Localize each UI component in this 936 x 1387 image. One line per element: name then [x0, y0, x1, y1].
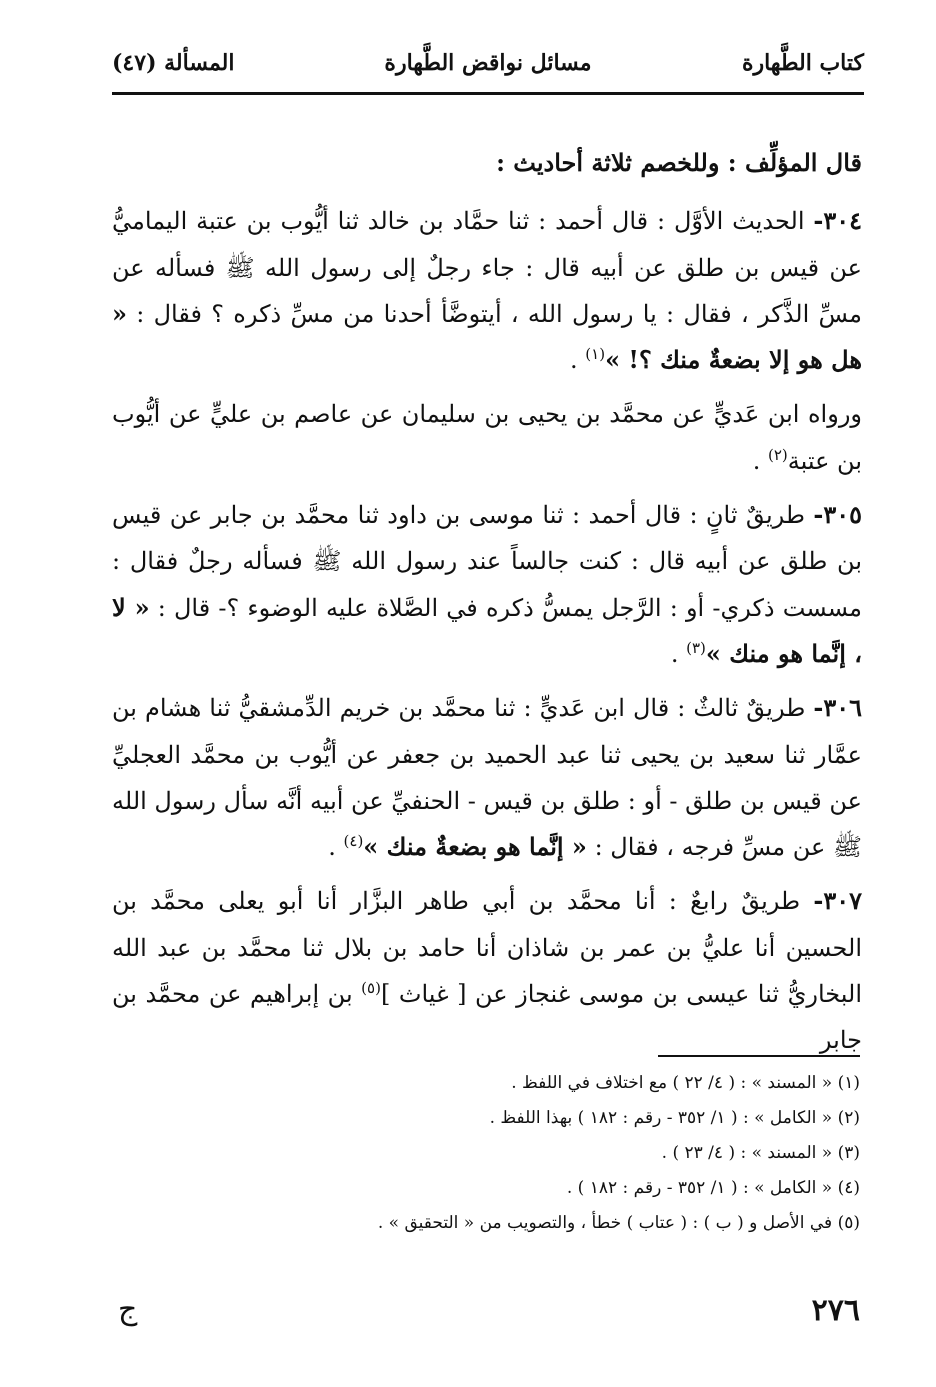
signature-mark: ج [118, 1292, 138, 1327]
hadith-quote: « إنَّما هو بضعةٌ منك » [363, 832, 587, 862]
footnote-3: (٣) « المسند » : ( ٤/ ٢٣ ) . [661, 1143, 860, 1163]
hadith-text-continued: بن إبراهيم عن محمَّد بن جابر [112, 980, 862, 1055]
hadith-text: طريقٌ ثالثٌ : قال ابن عَديٍّ : ثنا محمَّد بن خريم الدِّمشقيُّ ثنا هشام بن عمَّار ثنا سعيد بن يحيى ثنا عبد الحميد بن جعفر عن أيُّوب بن محمَّد العجليِّ عن قيس بن طلق - أو : طلق بن قيس - الحنفيِّ عن أبيه أنَّه سأل رسول الله ﷺ عن مسِّ فرجه ، فقال : [112, 694, 862, 862]
footnote-rule [658, 1055, 860, 1057]
hadith-number: ٣٠٥- [813, 500, 862, 530]
footnote-ref: (٢) [767, 445, 788, 464]
header-rule [112, 92, 864, 95]
hadith-304-note [112, 391, 862, 484]
hadith-number: ٣٠٦- [813, 693, 862, 723]
chapter-title: مسائل نواقض الطَّهارة [384, 50, 592, 76]
footnotes [200, 1066, 860, 1241]
footnote-4: (٤) « الكامل » : ( ١/ ٣٥٢ - رقم : ١٨٢ ) . [566, 1178, 860, 1198]
issue-number: المسألة (٤٧) [112, 50, 235, 76]
hadith-text: طريقٌ ثانٍ : قال أحمد : ثنا موسى بن داود ثنا محمَّد بن جابر عن قيس بن طلق عن أبيه قال : كنت جالساً عند رسول الله ﷺ فسأله رجلٌ فقال : مسست ذكري- أو : الرَّجل يمسُّ ذكره في الصَّلاة عليه الوضوء ؟- قال : [112, 501, 863, 622]
hadith-text: ورواه ابن عَديٍّ عن محمَّد بن يحيى بن سليمان عن عاصم بن عليٍّ عن أيُّوب بن عتبة [112, 400, 862, 475]
hadith-number: ٣٠٤- [813, 206, 863, 236]
intro-line: قال المؤلِّف : وللخصم ثلاثة أحاديث : [496, 148, 862, 177]
footnote-ref: (٤) [343, 832, 364, 851]
book-title: كتاب الطَّهارة [741, 50, 864, 76]
footnote-ref: (٥) [361, 979, 381, 998]
sentence-end: . [328, 833, 344, 862]
sentence-end: . [570, 346, 586, 375]
hadith-text: الحديث الأوَّل : قال أحمد : ثنا حمَّاد بن خالد ثنا أيُّوب بن عتبة اليماميُّ عن قيس بن طلق عن أبيه قال : جاء رجلٌ إلى رسول الله ﷺ فسأله عن مسِّ الذَّكر ، فقال : يا رسول الله ، أيتوضَّأ أحدنا من مسِّ ذكره ؟ فقال : [112, 207, 862, 328]
hadith-306 [112, 685, 862, 870]
hadith-quote: « هل هو إلا بضعةٌ منك ؟! » [112, 298, 862, 375]
hadith-number: ٣٠٧- [813, 886, 862, 916]
footnote-5: (٥) في الأصل و ( ب ) : ( عتاب ) خطأ ، والتصويب من « التحقيق » . [377, 1213, 860, 1233]
hadith-305 [112, 492, 862, 677]
footnote-ref: (٣) [686, 638, 706, 657]
footnote-1: (١) « المسند » : ( ٤/ ٢٢ ) مع اختلاف في اللفظ . [511, 1073, 860, 1093]
page-number: ٢٧٦ [811, 1293, 860, 1328]
sentence-end: . [670, 639, 687, 668]
hadith-304 [112, 198, 862, 383]
hadith-text: طريقٌ رابعٌ : أنا محمَّد بن أبي طاهر البزَّار أنا أبو يعلى محمَّد بن الحسين أنا عليُّ بن عمر بن شاذان أنا حامد بن بلال ثنا محمَّد بن عبد الله البخاريُّ ثنا عيسى بن موسى غنجاز عن [ غياث ] [112, 887, 862, 1009]
hadith-307 [112, 878, 862, 1063]
running-header [112, 50, 864, 90]
sentence-end: . [752, 446, 768, 475]
hadith-quote: « لا ، إنَّما هو منك » [112, 592, 862, 668]
footnote-ref: (١) [585, 345, 606, 364]
main-text [112, 140, 862, 1072]
footnote-2: (٢) « الكامل » : ( ١/ ٣٥٢ - رقم : ١٨٢ ) بهذا اللفظ . [489, 1108, 860, 1128]
